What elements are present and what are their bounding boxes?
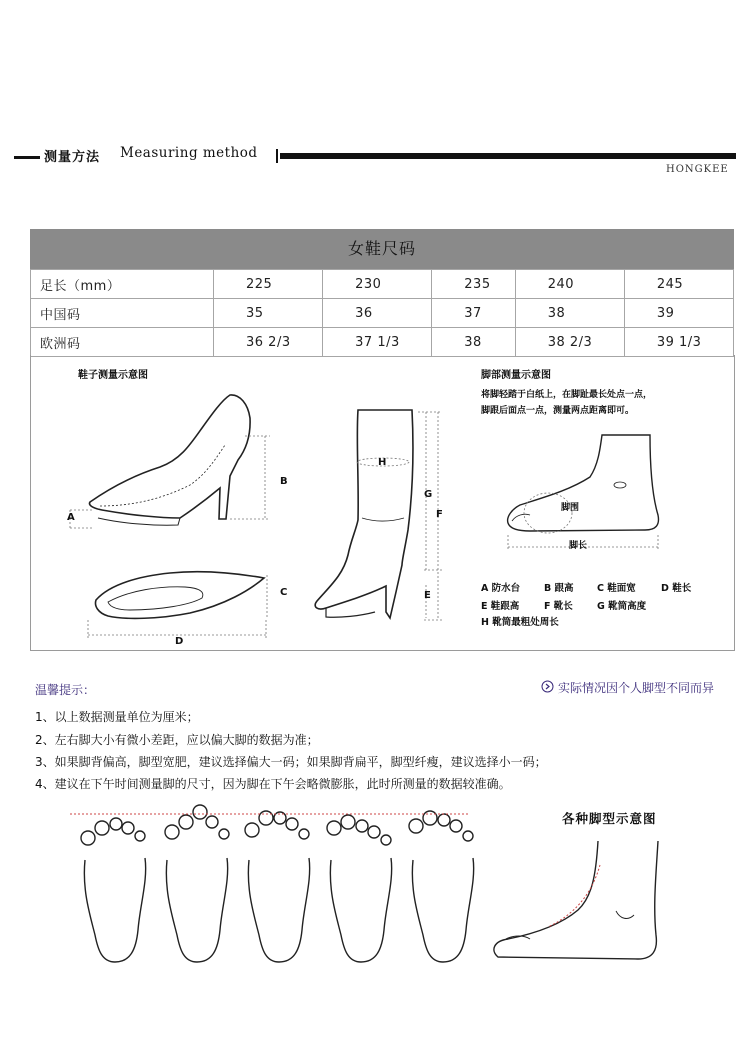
table-cell: 39 1/3 — [624, 328, 733, 357]
foot-length-label: 脚长 — [569, 541, 588, 551]
row-label: 欧洲码 — [31, 328, 214, 357]
table-cell: 36 — [323, 299, 432, 328]
legend-g: G 靴筒高度 — [597, 601, 647, 612]
pump-top-outline — [96, 572, 265, 619]
legend-f: F 靴长 — [544, 601, 573, 612]
header-title-cn: 测量方法 — [44, 150, 101, 165]
table-cell: 37 1/3 — [323, 328, 432, 357]
label-c: C — [280, 587, 288, 598]
table-cell: 245 — [624, 270, 733, 299]
foot-instruction-line1: 将脚轻踏于白纸上，在脚趾最长处点一点， — [481, 390, 653, 400]
header-rule-right — [280, 153, 736, 159]
table-cell: 38 — [515, 299, 624, 328]
row-label: 中国码 — [31, 299, 214, 328]
label-e: E — [424, 590, 431, 601]
label-a: A — [67, 512, 75, 523]
header-title-en: Measuring method — [120, 145, 258, 161]
tips-heading: 温馨提示： — [35, 683, 96, 697]
table-cell: 37 — [432, 299, 515, 328]
table-cell: 38 — [432, 328, 515, 357]
table-cell: 230 — [323, 270, 432, 299]
pump-side-outline — [90, 395, 251, 519]
foot-side-illustration — [490, 425, 675, 555]
foot-arch-illustration — [488, 835, 668, 965]
shoe-illustrations — [30, 380, 480, 655]
foot-outline-1 — [81, 818, 146, 962]
table-cell: 39 — [624, 299, 733, 328]
foot-outline-2 — [165, 805, 229, 962]
foot-instruction-line2: 脚跟后面点一点，测量两点距离即可。 — [481, 406, 635, 416]
legend-c: C 鞋面宽 — [597, 583, 636, 594]
table-cell: 36 2/3 — [214, 328, 323, 357]
size-table — [30, 269, 734, 357]
label-h: H — [378, 457, 387, 468]
label-f: F — [436, 509, 443, 520]
header-rule-left — [14, 156, 40, 159]
table-row — [31, 328, 734, 357]
foot-width-label: 脚围 — [561, 503, 580, 513]
row-label: 足长（mm） — [31, 270, 214, 299]
legend-e: E 鞋跟高 — [481, 601, 520, 612]
legend-a: A 防水台 — [481, 583, 521, 594]
table-cell: 35 — [214, 299, 323, 328]
foot-diagram-title: 脚部测量示意图 — [481, 370, 551, 381]
tips-note: 实际情况因个人脚型不同而异 — [558, 681, 715, 695]
shoe-diagram-title: 鞋子测量示意图 — [78, 370, 148, 381]
table-cell: 38 2/3 — [515, 328, 624, 357]
foot-outline-4 — [327, 815, 392, 962]
label-b: B — [280, 476, 288, 487]
label-d: D — [175, 636, 184, 647]
foot-outline-3 — [245, 811, 310, 962]
foot-types-title: 各种脚型示意图 — [562, 811, 657, 826]
table-row — [31, 299, 734, 328]
legend-h: H 靴筒最粗处周长 — [481, 617, 559, 628]
tip-item-4: 4、建议在下午时间测量脚的尺寸，因为脚在下午会略微膨胀，此时所测量的数据较准确。 — [35, 777, 511, 791]
table-cell: 225 — [214, 270, 323, 299]
tip-item-2: 2、左右脚大小有微小差距，应以偏大脚的数据为准； — [35, 733, 319, 747]
brand-name: HONGKEE — [666, 164, 729, 175]
legend-d: D 鞋长 — [661, 583, 692, 594]
foot-types-illustration — [60, 800, 480, 970]
table-cell: 240 — [515, 270, 624, 299]
tip-item-1: 1、以上数据测量单位为厘米； — [35, 710, 199, 724]
header-tick — [276, 149, 278, 163]
arrow-circle-icon — [541, 680, 554, 693]
table-cell: 235 — [432, 270, 515, 299]
size-table-title: 女鞋尺码 — [30, 229, 734, 269]
table-row — [31, 270, 734, 299]
foot-outline-5 — [409, 811, 474, 962]
label-g: G — [424, 489, 433, 500]
legend-b: B 跟高 — [544, 583, 574, 594]
boot-outline — [315, 410, 413, 618]
tip-item-3: 3、如果脚背偏高，脚型宽肥，建议选择偏大一码；如果脚背扁平，脚型纤瘦，建议选择小一码； — [35, 755, 547, 769]
